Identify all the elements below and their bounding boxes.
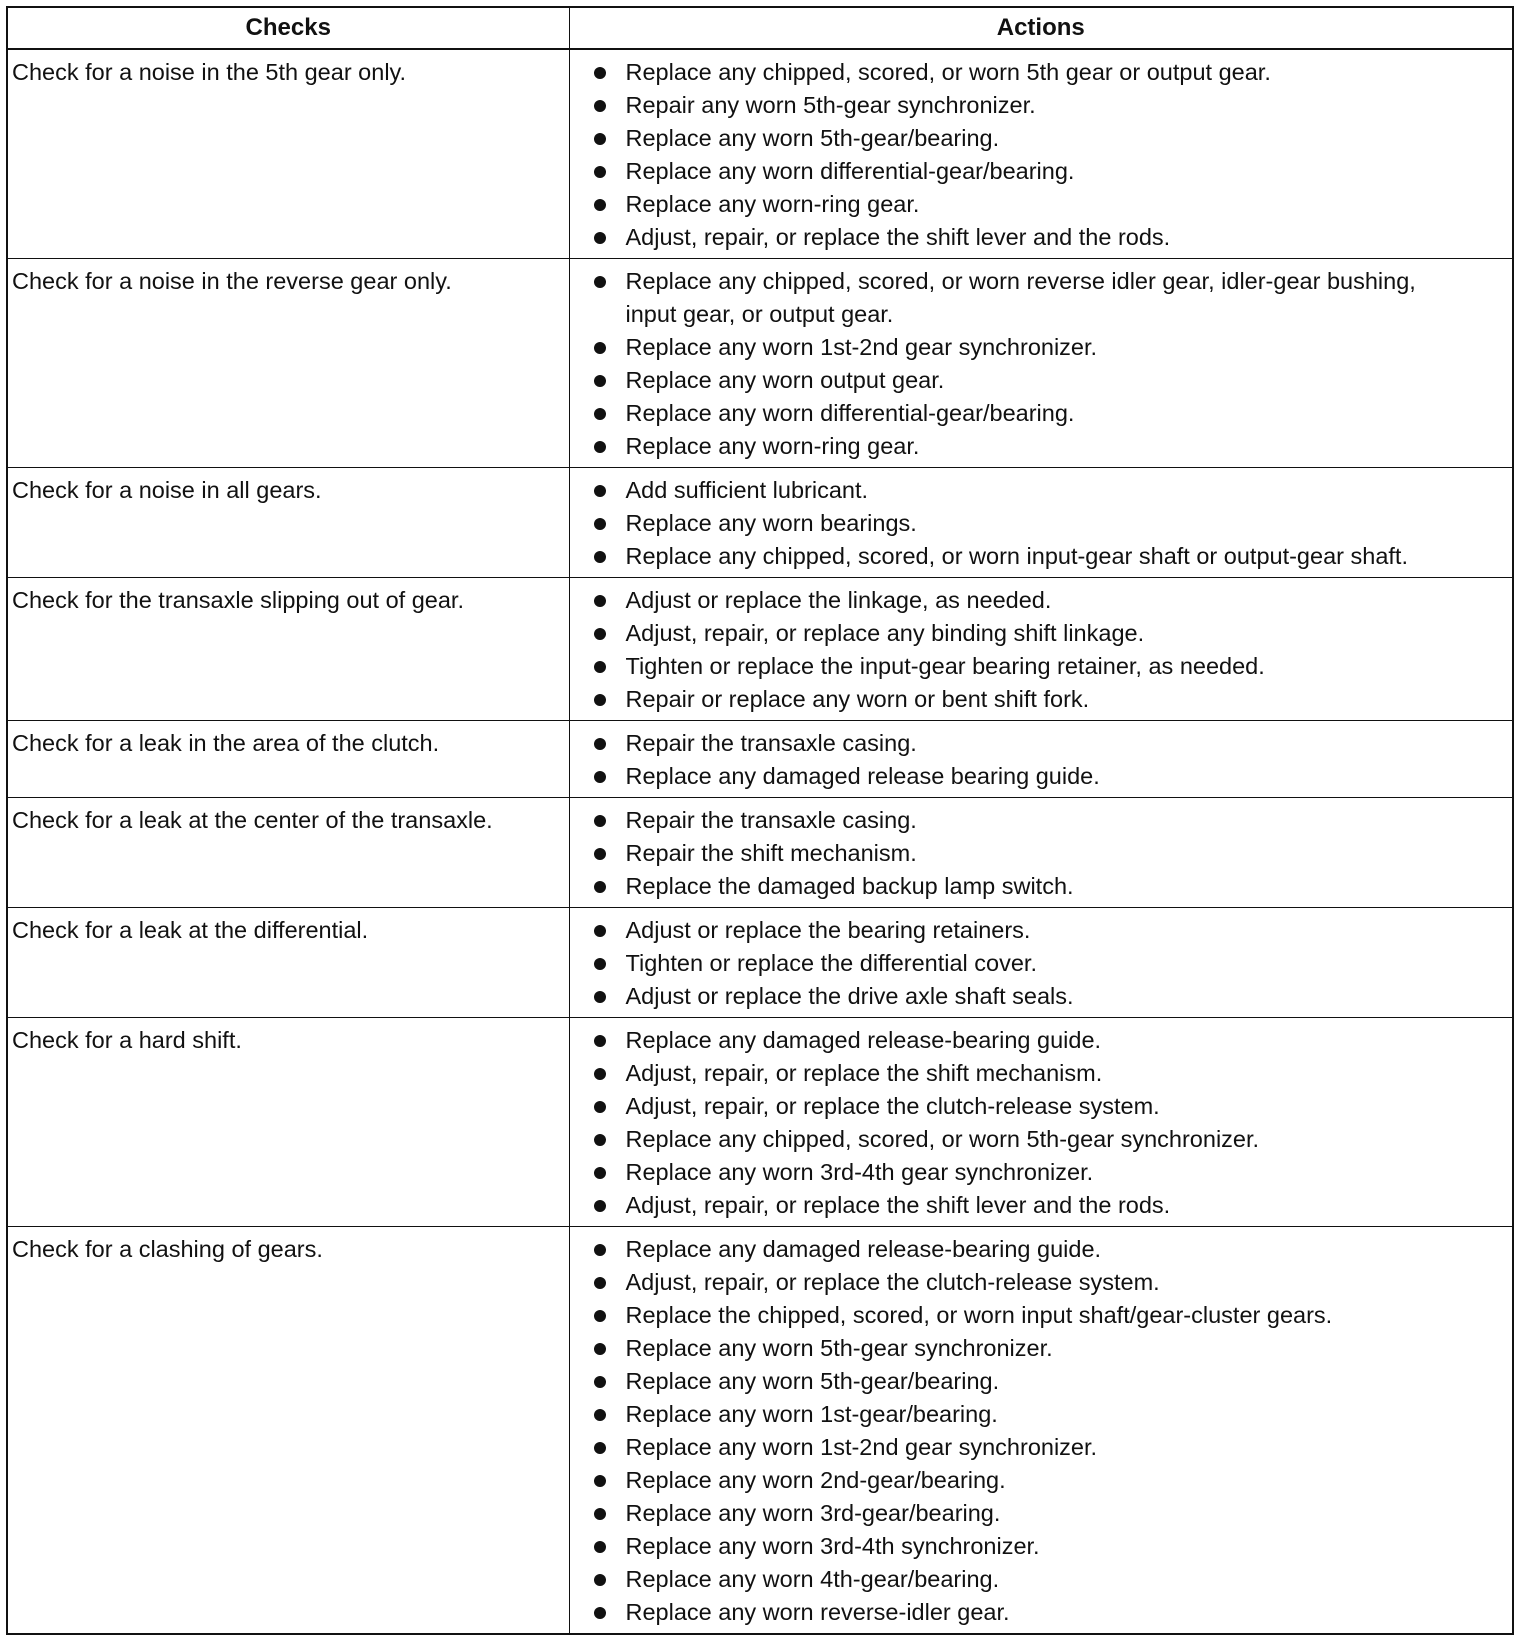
check-cell: Check for a noise in all gears.: [7, 468, 569, 578]
table-body: [7, 49, 1513, 1634]
actions-cell: [569, 1018, 1513, 1227]
action-list: [570, 1233, 1473, 1629]
action-item: Adjust, repair, or replace the clutch-release system.: [570, 1090, 1473, 1123]
action-list: [570, 804, 1473, 903]
actions-cell: [569, 798, 1513, 908]
action-item: Repair the shift mechanism.: [570, 837, 1473, 870]
action-item: Adjust, repair, or replace the shift lever and the rods.: [570, 221, 1473, 254]
table-row: [7, 259, 1513, 468]
action-item: Replace any worn 5th-gear/bearing.: [570, 122, 1473, 155]
table-row: [7, 721, 1513, 798]
table-row: [7, 908, 1513, 1018]
checks-actions-table: [6, 6, 1514, 1635]
actions-cell: [569, 578, 1513, 721]
action-item: Replace any chipped, scored, or worn 5th gear or output gear.: [570, 56, 1473, 89]
action-item: Replace any damaged release bearing guide.: [570, 760, 1473, 793]
action-item: Replace any chipped, scored, or worn input-gear shaft or output-gear shaft.: [570, 540, 1473, 573]
action-list: [570, 474, 1473, 573]
action-item: Tighten or replace the input-gear bearing retainer, as needed.: [570, 650, 1473, 683]
action-list: [570, 914, 1473, 1013]
action-item: Adjust, repair, or replace the shift lever and the rods.: [570, 1189, 1473, 1222]
action-item: Tighten or replace the differential cover.: [570, 947, 1473, 980]
check-cell: Check for a leak at the center of the transaxle.: [7, 798, 569, 908]
action-item: Replace any worn 5th-gear/bearing.: [570, 1365, 1473, 1398]
action-item: Replace any damaged release-bearing guide.: [570, 1233, 1473, 1266]
action-item: Repair the transaxle casing.: [570, 804, 1473, 837]
action-item: Replace any chipped, scored, or worn 5th-gear synchronizer.: [570, 1123, 1473, 1156]
table-row: [7, 1018, 1513, 1227]
action-item: Repair any worn 5th-gear synchronizer.: [570, 89, 1473, 122]
action-item: Replace any worn 1st-2nd gear synchronizer.: [570, 331, 1473, 364]
action-item: Replace any worn-ring gear.: [570, 430, 1473, 463]
action-item: Replace any worn 3rd-gear/bearing.: [570, 1497, 1473, 1530]
table-header: [7, 7, 1513, 49]
check-cell: Check for a leak in the area of the clutch.: [7, 721, 569, 798]
check-cell: Check for a noise in the reverse gear only.: [7, 259, 569, 468]
actions-cell: [569, 908, 1513, 1018]
table-row: [7, 798, 1513, 908]
action-list: [570, 1024, 1473, 1222]
actions-cell: [569, 721, 1513, 798]
check-cell: Check for a leak at the differential.: [7, 908, 569, 1018]
action-item: Replace any worn 1st-2nd gear synchronizer.: [570, 1431, 1473, 1464]
action-item: Replace any worn 3rd-4th gear synchronizer.: [570, 1156, 1473, 1189]
action-item: Repair or replace any worn or bent shift fork.: [570, 683, 1473, 716]
action-item: Adjust or replace the drive axle shaft seals.: [570, 980, 1473, 1013]
check-cell: Check for a hard shift.: [7, 1018, 569, 1227]
actions-cell: [569, 468, 1513, 578]
action-item: Replace any worn output gear.: [570, 364, 1473, 397]
action-item: Replace the chipped, scored, or worn input shaft/gear-cluster gears.: [570, 1299, 1473, 1332]
checks-column-header: Checks: [7, 7, 569, 49]
action-item: Repair the transaxle casing.: [570, 727, 1473, 760]
action-item: Replace any worn differential-gear/bearing.: [570, 155, 1473, 188]
table-row: [7, 1227, 1513, 1635]
actions-cell: [569, 49, 1513, 259]
action-item: Replace any worn 1st-gear/bearing.: [570, 1398, 1473, 1431]
check-cell: Check for a clashing of gears.: [7, 1227, 569, 1635]
action-item: Adjust or replace the bearing retainers.: [570, 914, 1473, 947]
action-item: Replace any worn reverse-idler gear.: [570, 1596, 1473, 1629]
actions-column-header: Actions: [569, 7, 1513, 49]
action-list: [570, 727, 1473, 793]
action-item: Replace any worn 3rd-4th synchronizer.: [570, 1530, 1473, 1563]
action-item: Replace any worn 4th-gear/bearing.: [570, 1563, 1473, 1596]
action-item: Adjust, repair, or replace the shift mechanism.: [570, 1057, 1473, 1090]
check-cell: Check for a noise in the 5th gear only.: [7, 49, 569, 259]
action-item: Replace any worn bearings.: [570, 507, 1473, 540]
table-row: [7, 468, 1513, 578]
action-item: Replace any damaged release-bearing guide.: [570, 1024, 1473, 1057]
check-cell: Check for the transaxle slipping out of gear.: [7, 578, 569, 721]
action-item: Add sufficient lubricant.: [570, 474, 1473, 507]
action-item: Replace the damaged backup lamp switch.: [570, 870, 1473, 903]
action-list: [570, 584, 1473, 716]
action-item: Adjust, repair, or replace any binding shift linkage.: [570, 617, 1473, 650]
action-item: Adjust, repair, or replace the clutch-release system.: [570, 1266, 1473, 1299]
action-list: [570, 265, 1473, 463]
action-item: Replace any worn-ring gear.: [570, 188, 1473, 221]
actions-cell: [569, 259, 1513, 468]
table-row: [7, 49, 1513, 259]
action-item: Replace any worn 5th-gear synchronizer.: [570, 1332, 1473, 1365]
action-list: [570, 56, 1473, 254]
action-item: Replace any worn 2nd-gear/bearing.: [570, 1464, 1473, 1497]
action-item: Replace any worn differential-gear/bearing.: [570, 397, 1473, 430]
actions-cell: [569, 1227, 1513, 1635]
header-row: [7, 7, 1513, 49]
action-item: Adjust or replace the linkage, as needed.: [570, 584, 1473, 617]
action-item: Replace any chipped, scored, or worn reverse idler gear, idler-gear bushing, input gear, or output gear.: [570, 265, 1473, 331]
table-row: [7, 578, 1513, 721]
